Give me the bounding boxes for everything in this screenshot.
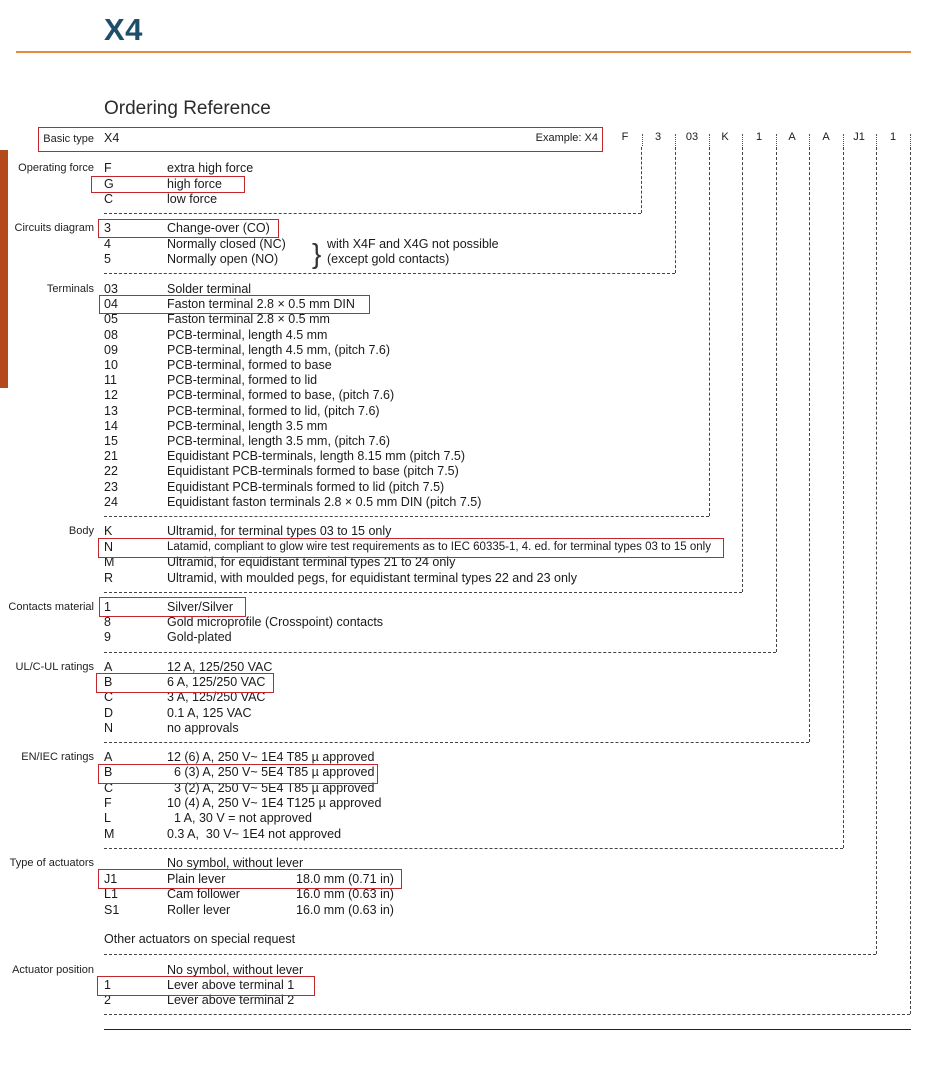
label-contacts: Contacts material <box>8 601 94 613</box>
terminals-code: 09 <box>104 343 118 357</box>
position-code: 1 <box>104 978 111 992</box>
circuits-note-1: with X4F and X4G not possible <box>327 237 499 251</box>
terminals-code: 11 <box>104 373 117 387</box>
connector-ul-h <box>104 742 809 743</box>
contacts-code: 9 <box>104 630 111 644</box>
ordering-heading: Ordering Reference <box>104 98 271 119</box>
basic-type-code: X4 <box>104 131 120 145</box>
terminals-desc: Equidistant PCB-terminals formed to base (pitch 7.5) <box>167 464 459 478</box>
en-code: A <box>104 750 113 764</box>
circuits-code: 5 <box>104 252 111 266</box>
connector-position-h <box>104 1014 910 1015</box>
en-desc: 6 (3) A, 250 V~ 5E4 T85 µ approved <box>167 765 375 779</box>
ul-code: C <box>104 690 114 704</box>
ul-code: D <box>104 706 114 720</box>
connector-body-h <box>104 592 742 593</box>
actuator-size: 16.0 mm (0.63 in) <box>296 887 394 901</box>
highlight-terminals <box>99 295 370 314</box>
connector-position-v <box>910 147 911 1014</box>
highlight-ul <box>96 673 274 693</box>
example-separator <box>709 134 711 146</box>
example-code: 1 <box>755 131 763 143</box>
actuators-code: J1 <box>104 872 118 886</box>
terminals-desc: PCB-terminal, formed to lid, (pitch 7.6) <box>167 404 380 418</box>
label-terminals: Terminals <box>46 283 94 295</box>
circuits-desc: Normally open (NO) <box>167 252 279 266</box>
circuits-desc: Change-over (CO) <box>167 221 270 235</box>
connector-contacts-h <box>104 652 776 653</box>
title-underline <box>16 51 911 53</box>
connector-circuits-h <box>104 273 675 274</box>
en-desc: 10 (4) A, 250 V~ 1E4 T125 µ approved <box>167 796 382 810</box>
contacts-desc: Gold microprofile (Crosspoint) contacts <box>167 615 384 629</box>
connector-force-h <box>104 213 641 214</box>
example-separator <box>776 134 778 146</box>
en-desc: 0.3 A, 30 V~ 1E4 not approved <box>167 827 342 841</box>
terminals-desc: Equidistant PCB-terminals, length 8.15 mm (pitch 7.5) <box>167 449 466 463</box>
terminals-desc: PCB-terminal, formed to lid <box>167 373 318 387</box>
example-code: K <box>721 131 729 143</box>
terminals-code: 23 <box>104 480 118 494</box>
terminals-desc: PCB-terminal, length 3.5 mm <box>167 419 328 433</box>
terminals-desc: PCB-terminal, length 4.5 mm <box>167 328 328 342</box>
terminals-desc: Faston terminal 2.8 × 0.5 mm <box>167 312 330 326</box>
label-circuits: Circuits diagram <box>14 222 94 234</box>
actuator-size: 18.0 mm (0.71 in) <box>296 872 394 886</box>
actuators-desc: Plain lever <box>167 872 226 886</box>
body-code: N <box>104 540 114 554</box>
terminals-code: 04 <box>104 297 118 311</box>
en-desc: 1 A, 30 V = not approved <box>167 811 312 825</box>
actuators-desc: Cam follower <box>167 887 240 901</box>
connector-en-h <box>104 848 843 849</box>
terminals-code: 10 <box>104 358 118 372</box>
terminals-code: 14 <box>104 419 118 433</box>
connector-contacts-v <box>776 147 777 652</box>
terminals-desc: Solder terminal <box>167 282 252 296</box>
ul-code: N <box>104 721 114 735</box>
example-separator <box>675 134 677 146</box>
terminals-desc: Equidistant faston terminals 2.8 × 0.5 mm DIN (pitch 7.5) <box>167 495 482 509</box>
example-separator <box>809 134 811 146</box>
ul-desc: no approvals <box>167 721 239 735</box>
example-code: 3 <box>654 131 662 143</box>
operating-force-desc: high force <box>167 177 222 191</box>
connector-en-v <box>843 147 844 848</box>
terminals-code: 22 <box>104 464 118 478</box>
position-desc: Lever above terminal 1 <box>167 978 295 992</box>
contacts-desc: Gold-plated <box>167 630 232 644</box>
example-code: 03 <box>685 131 699 143</box>
label-basic-type: Basic type <box>43 133 94 145</box>
example-separator <box>642 134 644 146</box>
body-desc: Ultramid, for equidistant terminal types 21 to 24 only <box>167 555 456 569</box>
en-desc: 3 (2) A, 250 V~ 5E4 T85 µ approved <box>167 781 375 795</box>
body-code: M <box>104 555 115 569</box>
body-code: K <box>104 524 113 538</box>
operating-force-code: G <box>104 177 114 191</box>
actuator-size: 16.0 mm (0.63 in) <box>296 903 394 917</box>
product-title: X4 <box>104 12 143 47</box>
highlight-circuits <box>98 219 279 238</box>
example-code: 1 <box>889 131 897 143</box>
ul-code: A <box>104 660 113 674</box>
highlight-en <box>98 764 378 784</box>
contacts-code: 8 <box>104 615 111 629</box>
body-desc: Ultramid, for terminal types 03 to 15 only <box>167 524 392 538</box>
terminals-code: 13 <box>104 404 118 418</box>
operating-force-desc: low force <box>167 192 218 206</box>
circuits-code: 3 <box>104 221 111 235</box>
bottom-rule <box>104 1029 911 1030</box>
example-code: F <box>621 131 629 143</box>
operating-force-desc: extra high force <box>167 161 254 175</box>
ul-desc: 6 A, 125/250 VAC <box>167 675 266 689</box>
position-code: 2 <box>104 993 111 1007</box>
body-code: R <box>104 571 114 585</box>
contacts-code: 1 <box>104 600 111 614</box>
terminals-desc: PCB-terminal, formed to base, (pitch 7.6) <box>167 388 395 402</box>
circuits-desc: Normally closed (NC) <box>167 237 286 251</box>
example-separator <box>742 134 744 146</box>
actuators-code: S1 <box>104 903 120 917</box>
example-label: Example: X4 <box>535 132 598 144</box>
example-code: J1 <box>853 131 865 143</box>
label-ul: UL/C-UL ratings <box>15 661 94 673</box>
en-code: F <box>104 796 112 810</box>
ul-desc: 12 A, 125/250 VAC <box>167 660 273 674</box>
example-code: A <box>822 131 830 143</box>
operating-force-code: F <box>104 161 112 175</box>
ul-code: B <box>104 675 113 689</box>
terminals-desc: Faston terminal 2.8 × 0.5 mm DIN <box>167 297 355 311</box>
terminals-code: 08 <box>104 328 118 342</box>
connector-ul-v <box>809 147 810 742</box>
terminals-code: 03 <box>104 282 118 296</box>
position-desc: No symbol, without lever <box>167 963 304 977</box>
terminals-code: 15 <box>104 434 118 448</box>
label-en: EN/IEC ratings <box>21 751 94 763</box>
body-desc: Ultramid, with moulded pegs, for equidistant terminal types 22 and 23 only <box>167 571 577 585</box>
terminals-desc: Equidistant PCB-terminals formed to lid (pitch 7.5) <box>167 480 445 494</box>
terminals-code: 05 <box>104 312 118 326</box>
highlight-body <box>98 538 724 558</box>
en-code: C <box>104 781 114 795</box>
contacts-desc: Silver/Silver <box>167 600 233 614</box>
example-separator <box>876 134 878 146</box>
label-position: Actuator position <box>12 964 94 976</box>
body-desc: Latamid, compliant to glow wire test requirements as to IEC 60335-1, 4. ed. for terminal types 03 to 15 only <box>167 541 711 553</box>
ul-desc: 0.1 A, 125 VAC <box>167 706 252 720</box>
circuits-note-2: (except gold contacts) <box>327 252 450 266</box>
example-separator <box>843 134 845 146</box>
example-code: A <box>788 131 796 143</box>
label-operating-force: Operating force <box>18 162 94 174</box>
ul-desc: 3 A, 125/250 VAC <box>167 690 266 704</box>
connector-force-v <box>641 147 642 213</box>
connector-actuators-h <box>104 954 876 955</box>
position-desc: Lever above terminal 2 <box>167 993 295 1007</box>
terminals-code: 12 <box>104 388 118 402</box>
highlight-contacts <box>99 597 246 617</box>
label-actuators: Type of actuators <box>9 857 94 869</box>
highlight-actuators <box>98 869 402 889</box>
circuits-code: 4 <box>104 237 111 251</box>
connector-terminals-v <box>709 147 710 516</box>
terminals-code: 21 <box>104 449 118 463</box>
circuits-brace: } <box>312 238 322 269</box>
en-desc: 12 (6) A, 250 V~ 1E4 T85 µ approved <box>167 750 375 764</box>
terminals-code: 24 <box>104 495 118 509</box>
operating-force-code: C <box>104 192 114 206</box>
highlight-basic-type <box>38 127 603 152</box>
connector-terminals-h <box>104 516 709 517</box>
label-body: Body <box>68 525 94 537</box>
connector-body-v <box>742 147 743 592</box>
actuators-code: L1 <box>104 887 118 901</box>
side-accent-bar <box>0 150 8 388</box>
terminals-desc: PCB-terminal, formed to base <box>167 358 332 372</box>
actuators-desc: No symbol, without lever <box>167 856 304 870</box>
highlight-operating-force <box>91 176 245 193</box>
en-code: M <box>104 827 115 841</box>
connector-actuators-v <box>876 147 877 954</box>
highlight-position <box>97 976 315 996</box>
actuators-desc: Roller lever <box>167 903 231 917</box>
terminals-desc: PCB-terminal, length 3.5 mm, (pitch 7.6) <box>167 434 390 448</box>
en-code: B <box>104 765 113 779</box>
en-code: L <box>104 811 111 825</box>
connector-circuits-v <box>675 147 676 273</box>
example-separator <box>910 134 912 146</box>
actuators-note: Other actuators on special request <box>104 932 296 946</box>
terminals-desc: PCB-terminal, length 4.5 mm, (pitch 7.6) <box>167 343 390 357</box>
